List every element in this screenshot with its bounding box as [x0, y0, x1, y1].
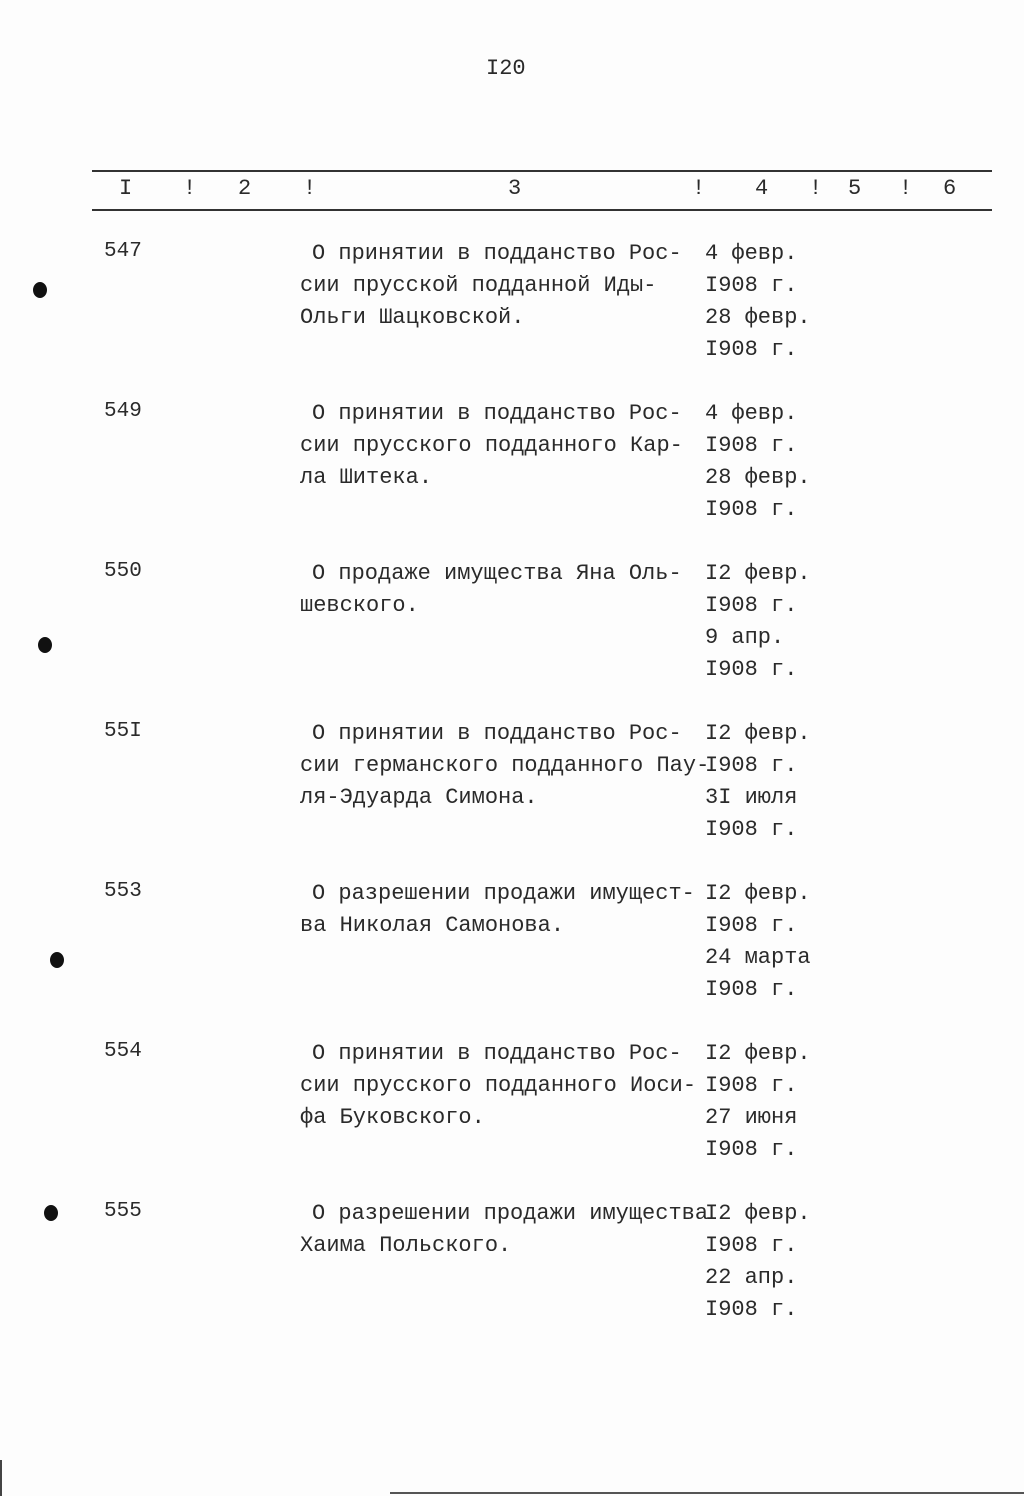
punch-hole-icon: [50, 952, 64, 968]
description-line: ла Шитека.: [300, 465, 433, 490]
date-line: 28 февр.: [705, 305, 811, 330]
entry-description: [300, 878, 695, 942]
date-line: I908 г.: [705, 753, 798, 778]
date-line: I908 г.: [705, 817, 798, 842]
description-line: ля-Эдуарда Симона.: [300, 785, 538, 810]
punch-hole-icon: [38, 637, 52, 653]
column-header-3: 3: [508, 176, 522, 201]
entry-number: 550: [104, 560, 142, 583]
date-line: I908 г.: [705, 497, 798, 522]
date-line: 28 февр.: [705, 465, 811, 490]
description-line: сии прусского подданного Иоси-: [300, 1073, 697, 1098]
description-line: фа Буковского.: [300, 1105, 485, 1130]
page-edge: [0, 1460, 2, 1496]
column-separator: !: [899, 176, 913, 201]
date-line: I908 г.: [705, 1233, 798, 1258]
description-line: Ольги Шацковской.: [300, 305, 525, 330]
date-line: I2 февр.: [705, 1041, 811, 1066]
description-line: О принятии в подданство Рос-: [312, 241, 682, 266]
column-header-1: I: [119, 176, 133, 201]
date-line: I908 г.: [705, 977, 798, 1002]
date-line: 9 апр.: [705, 625, 785, 650]
date-line: I908 г.: [705, 1073, 798, 1098]
entry-number: 555: [104, 1200, 142, 1223]
punch-hole-icon: [33, 282, 47, 298]
description-line: ва Николая Самонова.: [300, 913, 565, 938]
column-separator: !: [303, 176, 317, 201]
header-top-rule: [92, 170, 992, 172]
column-header-5: 5: [848, 176, 862, 201]
entry-number: 553: [104, 880, 142, 903]
entry-dates: [705, 878, 811, 1006]
punch-hole-icon: [44, 1205, 58, 1221]
date-line: I908 г.: [705, 593, 798, 618]
description-line: сии прусской подданной Иды-: [300, 273, 657, 298]
entry-dates: [705, 1198, 811, 1326]
page-number: I20: [486, 56, 526, 81]
entry-number: 549: [104, 400, 142, 423]
description-line: сии германского подданного Пау-: [300, 753, 710, 778]
column-header-6: 6: [943, 176, 957, 201]
date-line: I908 г.: [705, 273, 798, 298]
entry-description: [300, 718, 709, 814]
description-line: сии прусского подданного Кар-: [300, 433, 683, 458]
date-line: 3I июля: [705, 785, 798, 810]
description-line: О разрешении продажи имущест-: [312, 881, 695, 906]
column-separator: !: [809, 176, 823, 201]
date-line: I908 г.: [705, 337, 798, 362]
date-line: I2 февр.: [705, 721, 811, 746]
entry-description: [300, 558, 682, 622]
entry-dates: [705, 238, 811, 366]
description-line: О принятии в подданство Рос-: [312, 401, 682, 426]
entry-description: [300, 238, 682, 334]
date-line: 24 марта: [705, 945, 811, 970]
entry-number: 55I: [104, 720, 142, 743]
column-header-2: 2: [238, 176, 252, 201]
column-header-4: 4: [755, 176, 769, 201]
description-line: О принятии в подданство Рос-: [312, 721, 682, 746]
entry-dates: [705, 398, 811, 526]
date-line: I2 февр.: [705, 1201, 811, 1226]
entry-number: 547: [104, 240, 142, 263]
header-bottom-rule: [92, 209, 992, 211]
date-line: I908 г.: [705, 1297, 798, 1322]
entry-description: [300, 1038, 696, 1134]
entry-description: [300, 398, 683, 494]
entry-dates: [705, 1038, 811, 1166]
date-line: I908 г.: [705, 657, 798, 682]
date-line: I908 г.: [705, 1137, 798, 1162]
bottom-edge: [390, 1492, 1024, 1494]
date-line: 27 июня: [705, 1105, 798, 1130]
entry-dates: [705, 718, 811, 846]
description-line: шевского.: [300, 593, 419, 618]
description-line: О принятии в подданство Рос-: [312, 1041, 682, 1066]
date-line: 4 февр.: [705, 401, 798, 426]
date-line: I908 г.: [705, 433, 798, 458]
entry-dates: [705, 558, 811, 686]
description-line: Хаима Польского.: [300, 1233, 512, 1258]
date-line: 22 апр.: [705, 1265, 798, 1290]
entry-description: [300, 1198, 708, 1262]
column-separator: !: [183, 176, 197, 201]
description-line: О разрешении продажи имущества: [312, 1201, 709, 1226]
column-separator: !: [692, 176, 706, 201]
date-line: I2 февр.: [705, 561, 811, 586]
date-line: I908 г.: [705, 913, 798, 938]
description-line: О продаже имущества Яна Оль-: [312, 561, 682, 586]
date-line: I2 февр.: [705, 881, 811, 906]
entry-number: 554: [104, 1040, 142, 1063]
date-line: 4 февр.: [705, 241, 798, 266]
